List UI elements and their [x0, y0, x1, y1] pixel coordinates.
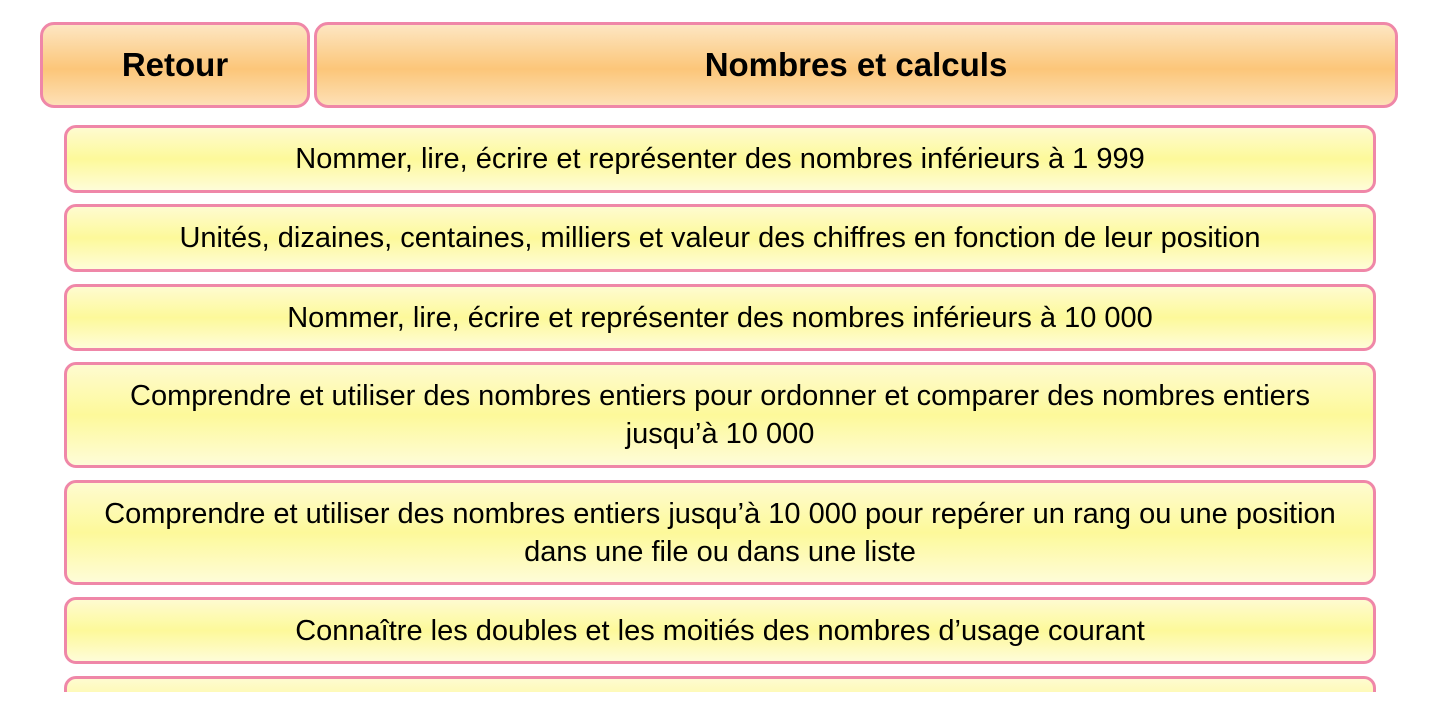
- back-button[interactable]: Retour: [40, 22, 310, 108]
- list-item[interactable]: Nommer, lire, écrire et représenter des nombres inférieurs à 1 999: [64, 125, 1376, 193]
- page-title: Nombres et calculs: [314, 22, 1398, 108]
- list-item[interactable]: Unités, dizaines, centaines, milliers et valeur des chiffres en fonction de leur position: [64, 204, 1376, 272]
- list-item[interactable]: Nommer, lire, écrire et représenter des nombres inférieurs à 10 000: [64, 284, 1376, 351]
- list-item[interactable]: [64, 676, 1376, 692]
- list-item[interactable]: Connaître les doubles et les moitiés des nombres d’usage courant: [64, 597, 1376, 664]
- list-item[interactable]: Comprendre et utiliser des nombres entiers jusqu’à 10 000 pour repérer un rang ou une position dans une file ou dans une liste: [64, 480, 1376, 585]
- list-item[interactable]: Comprendre et utiliser des nombres entiers pour ordonner et comparer des nombres entiers jusqu’à 10 000: [64, 362, 1376, 468]
